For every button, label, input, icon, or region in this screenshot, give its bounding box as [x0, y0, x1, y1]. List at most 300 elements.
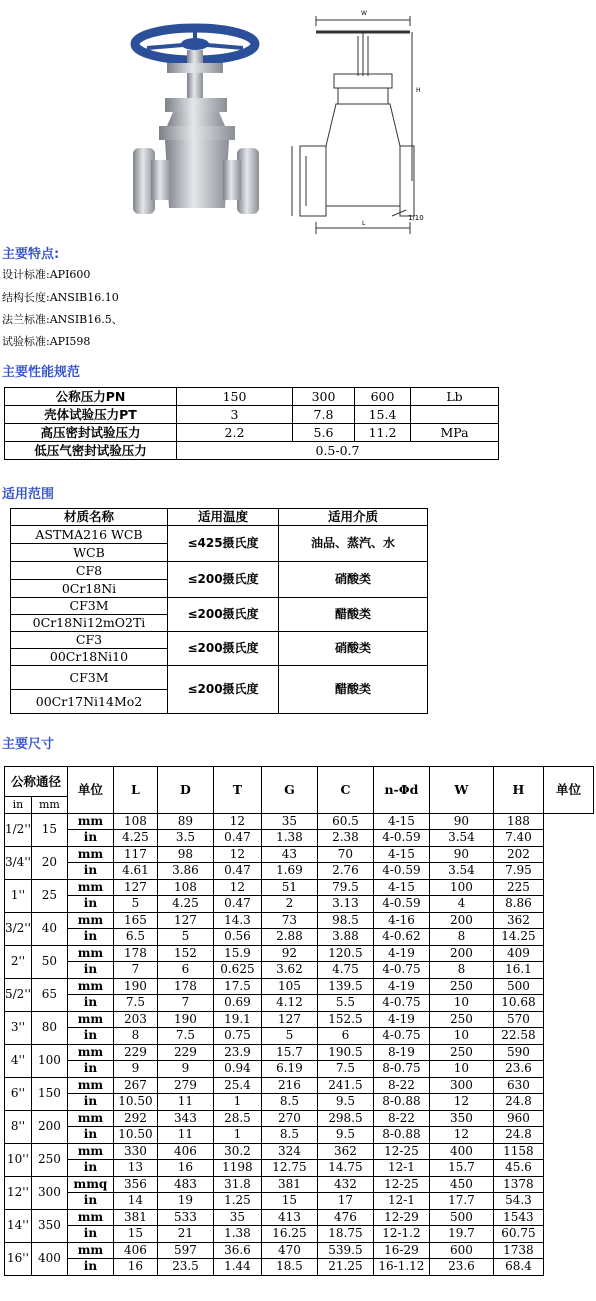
table-cell: 16-1.12 — [373, 1259, 429, 1276]
table-cell: 21.25 — [317, 1259, 373, 1276]
table-cell: 35 — [213, 1209, 261, 1226]
table-cell: 14.25 — [493, 929, 543, 946]
table-cell: 7.40 — [493, 830, 543, 847]
size-mm-cell: 40 — [31, 912, 67, 945]
table-cell: 165 — [113, 912, 157, 929]
table-cell: 539.5 — [317, 1242, 373, 1259]
table-cell: 0.69 — [213, 995, 261, 1012]
unit-cell: mm — [67, 813, 113, 830]
table-cell: 6.19 — [261, 1061, 317, 1078]
table-cell: 16.1 — [493, 962, 543, 979]
table-cell: 16 — [157, 1160, 213, 1177]
size-mm-cell: 15 — [31, 813, 67, 846]
table-cell: 9.5 — [317, 1127, 373, 1144]
table-cell: 8-0.88 — [373, 1094, 429, 1111]
features-heading: 主要特点: — [2, 247, 60, 262]
table-row — [5, 846, 594, 863]
table-cell: 0.47 — [213, 896, 261, 913]
table-cell: 381 — [261, 1176, 317, 1193]
application-heading: 适用范围 — [2, 487, 55, 502]
table-cell: 324 — [261, 1143, 317, 1160]
table-cell: 216 — [261, 1077, 317, 1094]
table-cell: 500 — [429, 1209, 493, 1226]
table-cell: MPa — [411, 424, 499, 442]
table-header-cell: 单位 — [67, 767, 113, 814]
table-row — [5, 1110, 594, 1127]
table-cell: 0.47 — [213, 863, 261, 880]
table-cell: 12 — [429, 1094, 493, 1111]
table-cell: 14.3 — [213, 912, 261, 929]
unit-cell: mm — [67, 912, 113, 929]
drawing-label-l: L — [362, 220, 366, 227]
size-inch-cell: 5/2'' — [5, 978, 32, 1011]
table-cell: 11 — [157, 1094, 213, 1111]
table-header-cell: 材质名称 — [11, 509, 168, 526]
table-cell: 12 — [213, 813, 261, 830]
size-inch-cell: 12'' — [5, 1176, 32, 1209]
table-row — [5, 1143, 594, 1160]
table-cell: 98 — [157, 846, 213, 863]
table-cell: 0.75 — [213, 1028, 261, 1045]
table-cell: 12-25 — [373, 1143, 429, 1160]
table-cell: 6 — [317, 1028, 373, 1045]
performance-table — [4, 387, 499, 460]
table-cell: 1158 — [493, 1143, 543, 1160]
table-cell: 8-19 — [373, 1044, 429, 1061]
table-row — [5, 896, 594, 913]
table-cell: 18.75 — [317, 1226, 373, 1243]
feature-line — [2, 333, 90, 349]
table-cell: 1 — [213, 1094, 261, 1111]
table-row — [5, 1094, 594, 1111]
table-cell: 590 — [493, 1044, 543, 1061]
table-row — [5, 1176, 594, 1193]
table-cell: 500 — [493, 978, 543, 995]
unit-cell: mm — [67, 1143, 113, 1160]
application-table — [10, 508, 428, 714]
unit-cell: in — [67, 830, 113, 847]
drawing-label-slope: 1/10 — [408, 214, 424, 222]
table-cell: 270 — [261, 1110, 317, 1127]
table-row — [5, 962, 594, 979]
table-cell: 公称压力PN — [5, 388, 177, 406]
table-cell: 4-16 — [373, 912, 429, 929]
table-cell: 36.6 — [213, 1242, 261, 1259]
table-cell: 3.88 — [317, 929, 373, 946]
table-cell: 0Cr18Ni — [11, 580, 168, 598]
table-cell: CF3M — [11, 666, 168, 690]
table-cell: 16 — [113, 1259, 157, 1276]
feature-label: 结构长度: — [2, 291, 50, 304]
table-cell: 68.4 — [493, 1259, 543, 1276]
table-cell: 11 — [157, 1127, 213, 1144]
table-cell: 00Cr18Ni10 — [11, 649, 168, 666]
table-cell: Lb — [411, 388, 499, 406]
size-inch-cell: 2'' — [5, 945, 32, 978]
table-cell: 3.5 — [157, 830, 213, 847]
table-cell: ≤200摄氏度 — [168, 666, 279, 714]
table-cell: 25.4 — [213, 1077, 261, 1094]
unit-cell: mm — [67, 945, 113, 962]
table-cell: 31.8 — [213, 1176, 261, 1193]
table-cell: 381 — [113, 1209, 157, 1226]
table-cell: 350 — [429, 1110, 493, 1127]
feature-line — [2, 289, 119, 305]
unit-cell: in — [67, 1028, 113, 1045]
table-cell: 362 — [493, 912, 543, 929]
unit-cell: mm — [67, 1209, 113, 1226]
table-cell: 4-19 — [373, 1011, 429, 1028]
table-cell: 190.5 — [317, 1044, 373, 1061]
table-cell: 300 — [293, 388, 355, 406]
table-cell: 11.2 — [355, 424, 411, 442]
table-cell: 2.88 — [261, 929, 317, 946]
table-cell: 醋酸类 — [279, 598, 428, 632]
table-header-cell: 适用温度 — [168, 509, 279, 526]
table-cell: 12.75 — [261, 1160, 317, 1177]
table-cell: 400 — [429, 1143, 493, 1160]
size-mm-cell: 400 — [31, 1242, 67, 1275]
table-row — [5, 1127, 594, 1144]
table-cell: 470 — [261, 1242, 317, 1259]
table-row — [5, 945, 594, 962]
table-row — [5, 1259, 594, 1276]
table-cell: 4 — [429, 896, 493, 913]
table-row — [5, 912, 594, 929]
table-cell: 5 — [261, 1028, 317, 1045]
table-cell: 4-15 — [373, 846, 429, 863]
table-cell: 8 — [429, 962, 493, 979]
table-cell: 10 — [429, 995, 493, 1012]
table-cell: 413 — [261, 1209, 317, 1226]
table-header-cell: 单位 — [543, 767, 593, 814]
table-cell: 10 — [429, 1028, 493, 1045]
table-row — [5, 830, 594, 847]
table-cell: ≤425摄氏度 — [168, 526, 279, 562]
size-inch-cell: 3'' — [5, 1011, 32, 1044]
table-cell: 2.2 — [177, 424, 293, 442]
table-header-cell: mm — [31, 797, 67, 814]
table-cell: 22.58 — [493, 1028, 543, 1045]
table-cell: 12-1 — [373, 1193, 429, 1210]
feature-label: 法兰标准: — [2, 313, 50, 326]
table-cell: 5 — [157, 929, 213, 946]
table-cell: 960 — [493, 1110, 543, 1127]
table-cell: 硝酸类 — [279, 562, 428, 598]
table-cell: 8-0.88 — [373, 1127, 429, 1144]
table-cell: 267 — [113, 1077, 157, 1094]
size-mm-cell: 100 — [31, 1044, 67, 1077]
table-row — [5, 1242, 594, 1259]
table-cell: 14.75 — [317, 1160, 373, 1177]
table-cell: 10.68 — [493, 995, 543, 1012]
table-cell: 21 — [157, 1226, 213, 1243]
table-cell: 23.6 — [429, 1259, 493, 1276]
table-cell: 0.47 — [213, 830, 261, 847]
table-row — [11, 666, 428, 690]
table-row — [5, 1061, 594, 1078]
unit-cell: in — [67, 1061, 113, 1078]
table-cell: 15.4 — [355, 406, 411, 424]
table-cell: 28.5 — [213, 1110, 261, 1127]
table-cell: 200 — [429, 945, 493, 962]
table-cell: 90 — [429, 846, 493, 863]
table-cell: 356 — [113, 1176, 157, 1193]
table-cell — [411, 406, 499, 424]
table-cell: 0Cr18Ni12mO2Ti — [11, 615, 168, 632]
table-cell: 600 — [429, 1242, 493, 1259]
table-row — [11, 562, 428, 580]
table-cell: 5.6 — [293, 424, 355, 442]
table-cell: 4-15 — [373, 813, 429, 830]
table-cell: 3 — [177, 406, 293, 424]
table-cell: 2.38 — [317, 830, 373, 847]
size-inch-cell: 3/2'' — [5, 912, 32, 945]
table-cell: 4-0.62 — [373, 929, 429, 946]
table-cell: 73 — [261, 912, 317, 929]
table-cell: 0.5-0.7 — [177, 442, 499, 460]
table-cell: 343 — [157, 1110, 213, 1127]
feature-label: 试验标准: — [2, 335, 50, 348]
size-mm-cell: 300 — [31, 1176, 67, 1209]
table-cell: 298.5 — [317, 1110, 373, 1127]
table-cell: 203 — [113, 1011, 157, 1028]
table-cell: 92 — [261, 945, 317, 962]
table-cell: 178 — [157, 978, 213, 995]
table-cell: 127 — [261, 1011, 317, 1028]
table-row — [5, 1209, 594, 1226]
unit-cell: in — [67, 995, 113, 1012]
table-cell: 89 — [157, 813, 213, 830]
table-cell: 12 — [213, 879, 261, 896]
table-cell: 120.5 — [317, 945, 373, 962]
table-cell: 23.9 — [213, 1044, 261, 1061]
table-cell: 7 — [157, 995, 213, 1012]
table-cell: 23.6 — [493, 1061, 543, 1078]
table-cell: 醋酸类 — [279, 666, 428, 714]
table-cell: 00Cr17Ni14Mo2 — [11, 690, 168, 714]
table-cell: 4.61 — [113, 863, 157, 880]
table-cell: 476 — [317, 1209, 373, 1226]
table-cell: 250 — [429, 1011, 493, 1028]
table-cell: 12-1 — [373, 1160, 429, 1177]
table-cell: 229 — [157, 1044, 213, 1061]
table-cell: 19.7 — [429, 1226, 493, 1243]
feature-label: 设计标准: — [2, 268, 50, 281]
table-cell: 12-25 — [373, 1176, 429, 1193]
table-cell: CF3 — [11, 632, 168, 649]
table-cell: 54.3 — [493, 1193, 543, 1210]
table-cell: 300 — [429, 1077, 493, 1094]
table-cell: 630 — [493, 1077, 543, 1094]
size-mm-cell: 20 — [31, 846, 67, 879]
unit-cell: mmq — [67, 1176, 113, 1193]
table-cell: CF3M — [11, 598, 168, 615]
table-cell: 3.54 — [429, 863, 493, 880]
table-cell: 100 — [429, 879, 493, 896]
table-cell: CF8 — [11, 562, 168, 580]
table-cell: 8 — [113, 1028, 157, 1045]
table-cell: 4-15 — [373, 879, 429, 896]
table-header-cell: T — [213, 767, 261, 814]
table-cell: ≤200摄氏度 — [168, 598, 279, 632]
table-cell: 1198 — [213, 1160, 261, 1177]
size-inch-cell: 4'' — [5, 1044, 32, 1077]
table-cell: 8.86 — [493, 896, 543, 913]
table-cell: 406 — [113, 1242, 157, 1259]
table-cell: 低压气密封试验压力 — [5, 442, 177, 460]
table-cell: 127 — [113, 879, 157, 896]
feature-value: ANSIB16.10 — [49, 291, 119, 304]
table-cell: 2 — [261, 896, 317, 913]
table-cell: 4-0.75 — [373, 995, 429, 1012]
size-inch-cell: 14'' — [5, 1209, 32, 1242]
table-cell: 1378 — [493, 1176, 543, 1193]
table-header-cell: n-Φd — [373, 767, 429, 814]
table-cell: 127 — [157, 912, 213, 929]
table-cell: 17.5 — [213, 978, 261, 995]
table-cell: 24.8 — [493, 1094, 543, 1111]
table-cell: 188 — [493, 813, 543, 830]
dimensions-heading: 主要尺寸 — [2, 737, 55, 752]
table-header-cell: W — [429, 767, 493, 814]
table-cell: 190 — [157, 1011, 213, 1028]
table-cell: 油品、蒸汽、水 — [279, 526, 428, 562]
table-cell: 0.56 — [213, 929, 261, 946]
table-cell: 35 — [261, 813, 317, 830]
table-cell: 2.76 — [317, 863, 373, 880]
table-cell: 200 — [429, 912, 493, 929]
size-inch-cell: 10'' — [5, 1143, 32, 1176]
table-cell: 60.5 — [317, 813, 373, 830]
table-cell: 60.75 — [493, 1226, 543, 1243]
unit-cell: in — [67, 896, 113, 913]
size-mm-cell: 350 — [31, 1209, 67, 1242]
table-row — [5, 929, 594, 946]
table-cell: 79.5 — [317, 879, 373, 896]
table-cell: 409 — [493, 945, 543, 962]
feature-value: API600 — [49, 268, 91, 281]
table-cell: 279 — [157, 1077, 213, 1094]
table-header-cell: H — [493, 767, 543, 814]
table-cell: 23.5 — [157, 1259, 213, 1276]
table-cell: 9.5 — [317, 1094, 373, 1111]
table-cell: 4-0.75 — [373, 962, 429, 979]
unit-cell: mm — [67, 1044, 113, 1061]
table-cell: 30.2 — [213, 1143, 261, 1160]
table-cell: 450 — [429, 1176, 493, 1193]
table-cell: 70 — [317, 846, 373, 863]
table-row — [5, 978, 594, 995]
table-cell: 8.5 — [261, 1127, 317, 1144]
table-cell: 4-19 — [373, 945, 429, 962]
size-mm-cell: 50 — [31, 945, 67, 978]
table-row — [5, 995, 594, 1012]
table-cell: 15 — [113, 1226, 157, 1243]
unit-cell: mm — [67, 1077, 113, 1094]
table-cell: ≤200摄氏度 — [168, 562, 279, 598]
table-cell: 9 — [113, 1061, 157, 1078]
feature-line — [2, 311, 123, 327]
table-cell: 117 — [113, 846, 157, 863]
unit-cell: mm — [67, 846, 113, 863]
table-cell: 13 — [113, 1160, 157, 1177]
table-cell: 600 — [355, 388, 411, 406]
table-cell: 1543 — [493, 1209, 543, 1226]
table-cell: 4-0.59 — [373, 863, 429, 880]
unit-cell: in — [67, 1094, 113, 1111]
unit-cell: in — [67, 1160, 113, 1177]
table-cell: 152.5 — [317, 1011, 373, 1028]
table-cell: 202 — [493, 846, 543, 863]
table-cell: 19.1 — [213, 1011, 261, 1028]
table-cell: 12 — [429, 1127, 493, 1144]
table-cell: 108 — [157, 879, 213, 896]
table-header-cell: 公称通径 — [5, 767, 68, 797]
table-cell: 4-0.59 — [373, 830, 429, 847]
table-cell: 4.12 — [261, 995, 317, 1012]
table-row — [5, 879, 594, 896]
table-cell: 6 — [157, 962, 213, 979]
table-cell: 1.25 — [213, 1193, 261, 1210]
table-header-cell: C — [317, 767, 373, 814]
size-inch-cell: 16'' — [5, 1242, 32, 1275]
size-inch-cell: 3/4'' — [5, 846, 32, 879]
table-cell: 3.86 — [157, 863, 213, 880]
table-row — [5, 1226, 594, 1243]
table-cell: 19 — [157, 1193, 213, 1210]
unit-cell: mm — [67, 1011, 113, 1028]
table-row — [5, 442, 499, 460]
table-cell: 0.625 — [213, 962, 261, 979]
table-row — [5, 406, 499, 424]
table-cell: 12-29 — [373, 1209, 429, 1226]
feature-value: ANSIB16.5、 — [49, 313, 123, 326]
unit-cell: in — [67, 1259, 113, 1276]
table-cell: 1.38 — [261, 830, 317, 847]
table-cell: 24.8 — [493, 1127, 543, 1144]
table-cell: 108 — [113, 813, 157, 830]
drawing-label-w: W — [361, 10, 367, 17]
feature-value: API598 — [49, 335, 91, 348]
table-cell: 18.5 — [261, 1259, 317, 1276]
size-mm-cell: 80 — [31, 1011, 67, 1044]
table-row — [11, 526, 428, 544]
table-cell: 3.62 — [261, 962, 317, 979]
table-cell: 15.7 — [429, 1160, 493, 1177]
table-row — [5, 388, 499, 406]
table-row — [11, 598, 428, 615]
table-cell: 12 — [213, 846, 261, 863]
size-inch-cell: 1'' — [5, 879, 32, 912]
table-cell: 7.95 — [493, 863, 543, 880]
size-inch-cell: 8'' — [5, 1110, 32, 1143]
unit-cell: mm — [67, 1110, 113, 1127]
unit-cell: in — [67, 863, 113, 880]
table-cell: 3.13 — [317, 896, 373, 913]
table-cell: 190 — [113, 978, 157, 995]
table-cell: 硝酸类 — [279, 632, 428, 666]
table-cell: 7.8 — [293, 406, 355, 424]
table-cell: 150 — [177, 388, 293, 406]
table-row — [11, 509, 428, 526]
size-mm-cell: 250 — [31, 1143, 67, 1176]
table-row — [5, 424, 499, 442]
table-row — [5, 1028, 594, 1045]
table-cell: 8-22 — [373, 1110, 429, 1127]
table-cell: 15 — [261, 1193, 317, 1210]
table-cell: 7 — [113, 962, 157, 979]
